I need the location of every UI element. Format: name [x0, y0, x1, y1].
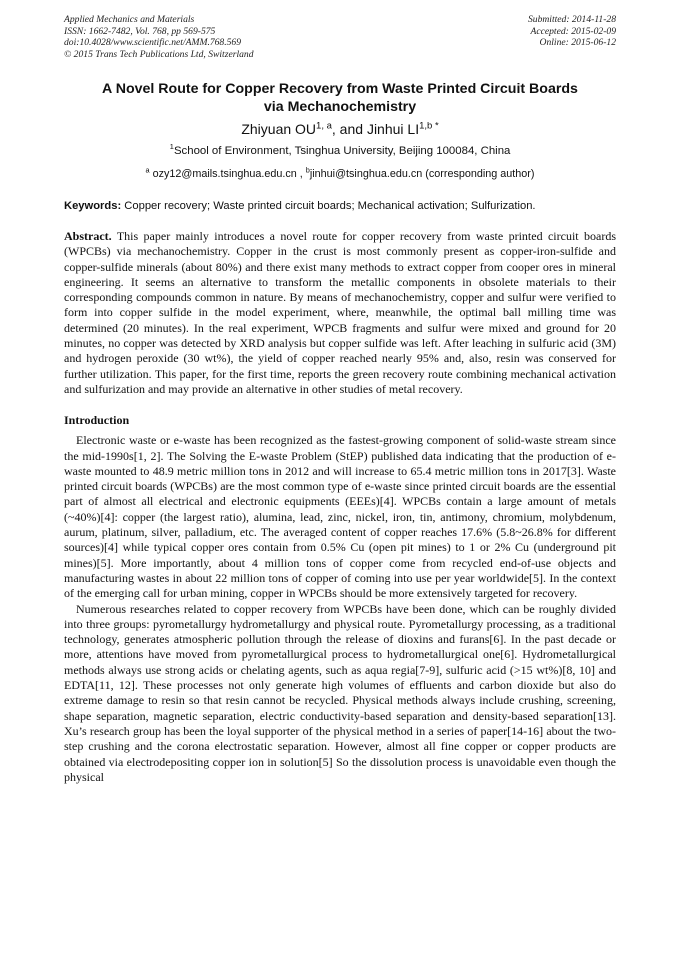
affiliation-mark: 1	[169, 142, 174, 152]
date-accepted: Accepted: 2015-02-09	[530, 25, 616, 37]
journal-name: Applied Mechanics and Materials	[64, 14, 195, 25]
author-list	[64, 120, 616, 138]
journal-header	[64, 14, 616, 64]
affiliation-text: School of Environment, Tsinghua University, Beijing 100084, China	[173, 145, 511, 157]
publication-dates	[528, 14, 616, 49]
date-online: Online: 2015-06-12	[539, 37, 616, 48]
journal-doi: doi:10.4028/www.scientific.net/AMM.768.569	[64, 37, 242, 48]
author-affil-mark: 1, a	[316, 120, 332, 132]
abstract-text: This paper mainly introduces a novel route for copper recovery from waste printed circuit boards (WPCBs) via mechanochemistry. Copper in the crust is most commonly present as copper-iron-sulfide and copper-sulfide minerals (about 80%) and there exist many methods to extract copper from cooper ores in mineral engineering. It seems an alternative to transform the metallic components in obsolete materials to their corresponding compounds common in nature. By means of mechanochemistry, copper and sulfur were verified to form into copper sulfide in the model experiment, where, meanwhile, the optimal ball milling time was determined (20 minutes). In the real experiment, WPCB fragments and sulfur were mixed and ground for 20 minutes, no copper was detected by XRD analysis but copper sulfide was left. After leaching in sulfuric acid (3M) and hydrogen peroxide (30 wt%), the yield of copper reached nearly 95% and, also, resin was conserved for further utilization. This paper, for the first time, reports the green recovery route combining mechanical activation and sulfurization and may provide an alternative in other studies of metal recovery.	[64, 229, 616, 396]
author-name: Zhiyuan OU	[241, 121, 317, 137]
abstract	[64, 229, 616, 397]
email-a: ozy12@mails.tsinghua.edu.cn ,	[149, 168, 306, 180]
journal-info	[64, 14, 254, 60]
paper-title	[64, 80, 616, 116]
date-submitted: Submitted: 2014-11-28	[527, 14, 616, 25]
keywords	[64, 199, 616, 213]
email-mark-b: b	[305, 165, 310, 175]
affiliation	[64, 144, 616, 158]
author-emails	[64, 167, 616, 181]
keywords-label: Keywords:	[64, 200, 122, 212]
journal-copyright: © 2015 Trans Tech Publications Ltd, Switzerland	[64, 48, 254, 60]
author-name: Jinhui LI	[366, 121, 420, 137]
paper-title-line1: A Novel Route for Copper Recovery from Waste Printed Circuit Boards	[102, 81, 578, 97]
abstract-label: Abstract.	[64, 229, 112, 243]
paper-title-line2: via Mechanochemistry	[263, 99, 417, 115]
section-heading: Introduction	[64, 413, 130, 428]
journal-issn: ISSN: 1662-7482, Vol. 768, pp 569-575	[64, 25, 216, 37]
author-separator: , and	[331, 121, 367, 137]
author-affil-mark: 1,b *	[419, 120, 439, 132]
body-paragraph: Electronic waste or e-waste has been recognized as the fastest-growing component of solid-waste stream since the mid-1990s[1, 2]. The Solving the E-waste Problem (StEP) published data indicating that the production of e-waste mounted to 48.9 metric million tons in 2012 and will increase to 65.4 metric million tons in 2017[3]. Waste printed circuit boards (WPCBs) are the most common type of e-waste since printed circuit boards are the essential part of almost all electrical and electronic equipments (EEEs)[4]. WPCBs contain a large amount of metals (~40%)[4]: copper (the largest ratio), alumina, lead, zinc, nickel, iron, tin, antimony, chromium, molybdenum, aurum, platinum, silver, palladium, etc. The averaged content of copper reaches 17.6% (5.8~26.8% for different sources)[4] while typical copper ores contain from 0.5% Cu (open pit mines) to 1 or 2% Cu (underground pit mines)[5]. More importantly, about 4 million tons of copper come from recycled end-of-use objects and manufacturing wastes in about 22 million tons of copper of coming into use per year worldwide[5]. In the context of the emerging call for urban mining, copper in WPCBs should be more extensively targeted for recovery.	[64, 433, 616, 601]
keywords-text: Copper recovery; Waste printed circuit boards; Mechanical activation; Sulfurization.	[121, 200, 536, 212]
email-mark-a: a	[145, 165, 150, 175]
email-b: jinhui@tsinghua.edu.cn (corresponding author)	[309, 168, 535, 180]
body-paragraph: Numerous researches related to copper recovery from WPCBs have been done, which can be roughly divided into three groups: pyrometallurgy hydrometallurgy and physical route. Pyrometallurgy processing, as a traditional technology, generates atmospheric pollution through the release of dioxins and furans[6]. In the past decade or more, attentions have moved from pyrometallurgical process to hydrometallurgical one[6]. Hydrometallurgical methods always use strong acids or chelating agents, such as aqua regia[7-9], sulfuric acid (>15 wt%)[8, 10] and EDTA[11, 12]. These processes not only generate high volumes of effluents and carbon dioxide but also do extreme damage to resin so that resin cannot be recycled. Physical methods always include crushing, screening, shape separation, magnetic separation, electric conductivity-based separation and density-based separation[13]. Xu’s research group has been the loyal supporter of the physical method in a series of paper[14-16] about the two-step crushing and the corona electrostatic separation. However, almost all fine copper or copper products are obtained via electrodepositing copper ion in solution[5] So the dissolution process is unavoidable even though the physical	[64, 601, 616, 784]
